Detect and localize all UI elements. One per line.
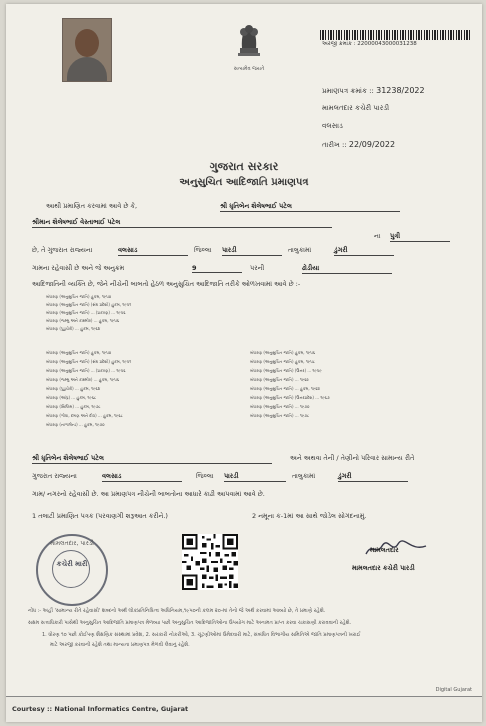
order-line: બંધારણ (અનુસુચિત જાતિ) હુકમ, ૧૯૫૦ <box>46 294 112 299</box>
tribe-name: ઢોડીયા <box>302 264 392 274</box>
footnotes <box>28 608 460 648</box>
order-right-item: બંધારણ (અનુસુચિત જાતિ) ... હુકમ, ૧૯૬૪ <box>250 386 320 391</box>
issue-date: 22/09/2022 <box>348 140 396 149</box>
order-line: બંધારણ (જમ્મુ અને કાશ્મીર) ... હુકમ, ૧૯૫૬ <box>46 318 119 323</box>
seal-ring-text: મામલતદાર, પારડી <box>50 540 94 547</box>
intro-text: આથી પ્રમાણિત કરવામાં આવે છે કે, <box>46 202 138 210</box>
state-line-2: ગુજરાત રાજ્યના <box>32 472 77 480</box>
tribe-sentence: આદિજાતિની વ્યક્તિ છે, જેને નીચેની બાબતો હેઠળ અનુસુચિત આદિજાતિ તરીકે ઓળખવામાં આવે છે :- <box>32 280 301 288</box>
serial-number: 9 <box>192 264 242 273</box>
family-line: અને અથવા તેની / તેણીનો પરિવાર સામાન્ય રીતે <box>290 454 415 462</box>
office-seal <box>36 534 108 606</box>
orders-left-column <box>46 350 236 431</box>
taluka-1: પારડી <box>222 246 282 256</box>
basis-note-2: 2 નમૂના ક-1માં આ સાથે જોડેલ સોગંદનામું. <box>252 512 367 520</box>
courtesy-text: Courtesy :: National Informatics Centre, Gujarat <box>12 705 189 713</box>
resident-label: ગામના રહેવાસી છે અને જે અનુક્રમ <box>32 264 125 272</box>
district-1: વલસાડ <box>118 246 188 256</box>
taluka-label-2: તાલુકામાં <box>292 472 316 480</box>
footer <box>6 687 482 722</box>
order-line: બંધારણ (પુડુચેરી) ... હુકમ, ૧૯૬૪ <box>46 326 101 331</box>
order-left-item: બંધારણ (અનુસુચિત જાતિ) ... (પ્રકરણ) ... ૧૯૫૬ <box>46 368 126 373</box>
footnote-verification: સક્ષમ સત્તાધિકારી પાસેથી અનુસુચિત આદિજાતિ પ્રમાણપત્ર મેળવ્યા પછી અનુસુચિત આદિજાતિઓના ઉપયોગ માટે અનામત પ્રાપ્ત કરવા ચકાસણી કરાવવાની રહેશે. <box>28 620 352 626</box>
order-left-item: બંધારણ (અનુસુચિત જાતિ) હુકમ, ૧૯૫૦ <box>46 350 112 355</box>
tribe-label: પરની <box>250 264 265 272</box>
issue-date-label: તારીખ :: <box>322 141 347 149</box>
order-right-item: બંધારણ (અનુસુચિત જાતિ) હુકમ, ૧૯૫૬ <box>250 350 316 355</box>
certificate-number-row <box>322 86 425 96</box>
district-label-1: જિલ્લા <box>194 246 212 254</box>
basis-note-1: 1 તલાટી પ્રમાણિત પત્રક (પરવાણગી શરૂઆત કરીને.) <box>32 512 168 520</box>
office-district: વલસાડ <box>322 122 343 130</box>
order-left-item: બંધારણ (નાગાલેન્ડ) ... હુકમ, ૧૯૭૦ <box>46 422 105 427</box>
footnote-residence: નોંધ :- અહીં 'સામાન્ય રીતે રહેવાસી' શબ્દનો અર્થ લોકપ્રતિનિધિત્વ અધિનિયમ,૧૯૫૦ની કલમ ૨૦-માં તેનો જે અર્થ કરવામાં આવ્યો છે, તે પ્રમાણે રહેશે. <box>28 608 326 614</box>
order-left-item: બંધારણ (અનુસુચિત જાતિ) (સંઘ પ્રદેશો) હુકમ, ૧૯૫૧ <box>46 359 132 364</box>
certificate-number: 31238/2022 <box>376 86 425 95</box>
order-left-item: બંધારણ (ગોવા, દમણ અને દીવ) ... હુકમ, ૧૯૬૮ <box>46 413 123 418</box>
certificate-number-label: પ્રમાણપત્ર ક્રમાંક :: <box>322 87 374 95</box>
order-right-item: બંધારણ (અનુસુચિત જાતિ) ... ૧૯૭૮ <box>250 413 310 418</box>
village-1: ડુંગરી <box>334 246 394 256</box>
order-right-item: બંધારણ (અનુસુચિત જાતિ) (ઉત્તર) ... ૧૯૫૯ <box>250 368 322 373</box>
state-prefix: છે, તે ગુજરાત રાજ્યના <box>32 246 93 254</box>
application-number: અરજી ક્રમાંક : 22000043000031238 <box>322 41 417 47</box>
order-line: બંધારણ (અનુસુચિત જાતિ) (સંઘ પ્રદેશો) હુકમ, ૧૯૫૧ <box>46 302 132 307</box>
government-title: ગુજરાત સરકાર <box>209 160 279 173</box>
na-label: ના <box>374 232 381 240</box>
village-2: ડુંગરી <box>338 472 408 482</box>
state-emblem-icon <box>232 22 266 62</box>
seal-center-text: કચેરી મારી <box>56 560 88 568</box>
father-name: શ્રીમાન શૈલેષભાઈ વેસ્તાભાઈ પટેલ <box>32 218 332 228</box>
order-right-item: બંધારણ (અનુસુચિત જાતિ) ... ૧૯૭૦ <box>250 404 310 409</box>
district-2: વલસાડ <box>102 472 182 482</box>
certificate-applicant: શ્રી ધૃતિબેન શૈલેષભાઈ પટેલ <box>32 454 272 464</box>
footnote-validity: માટે અરજી કરવાની રહેશે તથા માન્યતા પ્રમાણપત્ર મેળવી લેવાનું રહેશે. <box>50 642 190 648</box>
digital-gujarat-label: Digital Gujarat <box>435 687 472 693</box>
order-left-item: બંધારણ (પુડુચેરી) ... હુકમ, ૧૯૬૪ <box>46 386 101 391</box>
order-right-item: બંધારણ (અનુસુચિત જાતિ) (ઉત્તરપ્રદેશ) ... ૧૯૬૭ <box>250 395 330 400</box>
order-right-item: બંધારણ (અનુસુચિત જાતિ) ... ૧૯૬૨ <box>250 377 309 382</box>
certificate-title: અનુસુચિત આદિજાતિ પ્રમાણપત્ર <box>179 177 309 188</box>
office-name: મામલતદાર કચેરી પારડી <box>322 104 390 112</box>
footnote-purposes: 1. ધોરણ ૧૦ પછી કોઈપણ શૈક્ષણિક સંસ્થામાં પ્રવેશ, 2. સરકારી નોકરીઓ, 3. ચૂંટણીઓમાં ઉમેદવારી માટે, સંબંધિત વિભાગીય સમિતિએ જાતિ પ્રમાણપત્રની ખરાઈ <box>42 632 361 638</box>
barcode <box>320 30 470 40</box>
orders-block-1 <box>46 294 436 334</box>
order-left-item: બંધારણ (જમ્મુ અને કાશ્મીર) ... હુકમ, ૧૯૫૬ <box>46 377 119 382</box>
order-right-item: બંધારણ (અનુસુચિત જાતિ) હુકમ, ૧૯૫૮ <box>250 359 315 364</box>
certificate-page <box>6 4 482 722</box>
applicant-photo <box>62 18 112 82</box>
resident-line-2: ગામ/ નગરનો રહેવાસી છે. આ પ્રમાણપત્ર નીચેની બાબતોના આધારે કાઢી આપવામાં આવે છે. <box>32 490 265 498</box>
order-left-item: બંધારણ (આંધ્ર) ... હુકમ, ૧૯૬૮ <box>46 395 97 400</box>
qr-code <box>182 534 238 590</box>
issue-date-row <box>322 140 395 150</box>
relation: પુત્રી <box>390 232 450 242</box>
signatory-title: મામલતદાર <box>370 546 399 554</box>
taluka-label-1: તાલુકામાં <box>288 246 312 254</box>
emblem-caption: સત્યમેવ જયતે <box>233 66 265 72</box>
order-left-item: બંધારણ (સિક્કિમ) ... હુકમ, ૧૯૭૮ <box>46 404 101 409</box>
district-label-2: જિલ્લા <box>196 472 214 480</box>
signatory-office: મામલતદાર કચેરી પારડી <box>352 564 415 572</box>
order-line: બંધારણ (અનુસુચિત જાતિ) ... (પ્રકરણ) ... ૧૯૫૬ <box>46 310 126 315</box>
applicant-name: શ્રી ધૃતિબેન શૈલેષભાઈ પટેલ <box>220 202 400 212</box>
orders-right-column <box>250 350 450 422</box>
taluka-2: પારડી <box>224 472 286 482</box>
